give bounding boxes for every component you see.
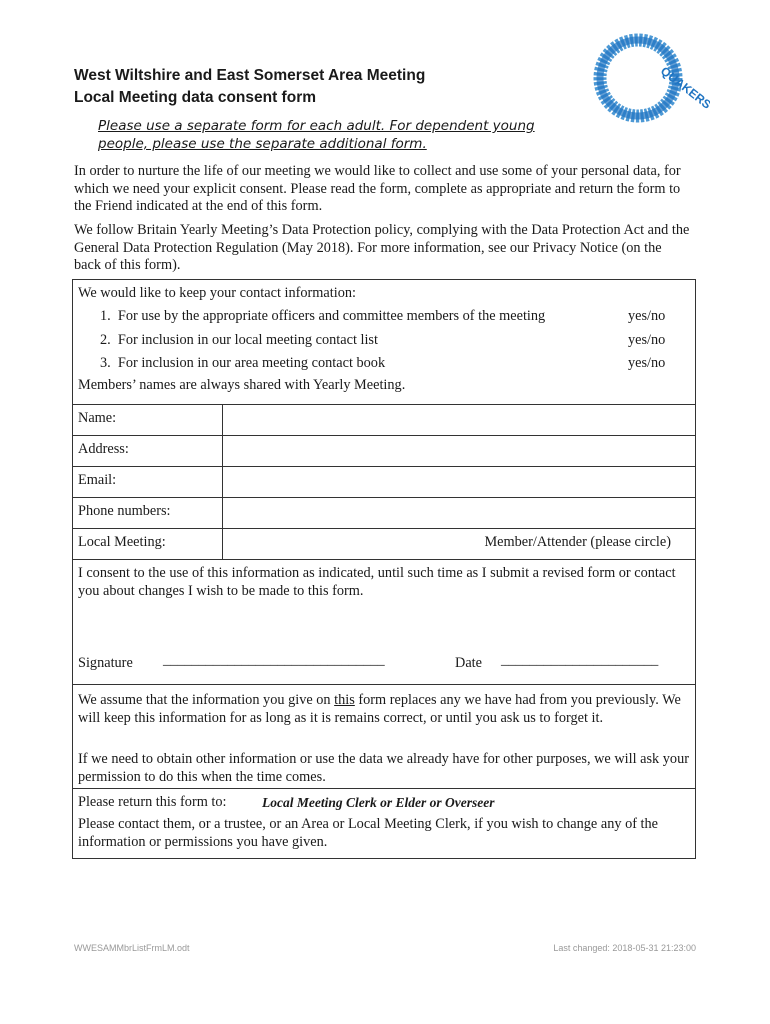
- members-shared-note: Members’ names are always shared with Yearly Meeting.: [78, 377, 406, 393]
- consent-item-text: For inclusion in our local meeting contact list: [117, 332, 378, 348]
- logo-text: QUAKERS: [657, 63, 710, 112]
- consent-item-1: [100, 308, 545, 325]
- address-label: Address:: [78, 441, 129, 457]
- consent-item-text: For use by the appropriate officers and committee members of the meeting: [117, 308, 546, 324]
- return-contact-text: Please contact them, or a trustee, or an Area or Local Meeting Clerk, if you wish to change any of the information or permissions you have given.: [78, 816, 659, 850]
- return-label: Please return this form to:: [78, 794, 227, 810]
- consent-statement: I consent to the use of this information as indicated, until such time as I submit a revised form or contact you about changes I wish to be made to this form.: [78, 565, 676, 599]
- return-section: [73, 788, 695, 859]
- consent-item-1-yes-no[interactable]: yes/no: [628, 308, 666, 324]
- phone-row: [73, 497, 695, 529]
- member-attender-choice[interactable]: Member/Attender (please circle): [484, 534, 671, 550]
- email-field[interactable]: [223, 467, 695, 498]
- intro-paragraph-2: We follow Britain Yearly Meeting’s Data Protection policy, complying with the Data Protection Act and the General Data Protection Regulation (May 2018). For more information, see our Privacy Notice (on the back of this form).: [74, 222, 690, 273]
- consent-item-number: 2.: [100, 332, 111, 348]
- phone-label: Phone numbers:: [78, 503, 171, 519]
- intro-paragraph-1: In order to nurture the life of our meeting we would like to collect and use some of your personal data, for which we need your explicit consent. Please read the form, complete as appropriate and return the form to the Friend indicated at the end of this form.: [74, 163, 681, 214]
- assumption-section: [73, 684, 695, 789]
- consent-item-2: [100, 332, 378, 349]
- date-label: Date: [455, 655, 482, 671]
- title-line-1: West Wiltshire and East Somerset Area Meeting: [74, 67, 426, 84]
- address-row: [73, 435, 695, 467]
- name-field[interactable]: [223, 405, 695, 436]
- quakers-logo: [580, 18, 710, 136]
- signature-section: [73, 559, 695, 685]
- local-meeting-row: [73, 528, 695, 560]
- assumption-text-a: We assume that the information you give on: [78, 692, 335, 708]
- consent-heading: We would like to keep your contact information:: [78, 285, 356, 301]
- assumption-paragraph-1: [78, 692, 690, 727]
- consent-item-3-yes-no[interactable]: yes/no: [628, 355, 666, 371]
- assumption-this: this: [334, 692, 355, 708]
- email-row: [73, 466, 695, 498]
- phone-field[interactable]: [223, 498, 695, 529]
- consent-form-box: [72, 279, 696, 859]
- address-field[interactable]: [223, 436, 695, 467]
- assumption-text-b: form replaces any we have had from you previously. We will keep this information for as long as it is remains correct, or until you ask us to forget it.: [78, 692, 681, 726]
- footer-filename: WWESAMMbrListFrmLM.odt: [74, 943, 190, 953]
- email-label: Email:: [78, 472, 117, 488]
- return-recipient: Local Meeting Clerk or Elder or Overseer: [262, 795, 495, 810]
- assumption-paragraph-2: If we need to obtain other information or use the data we already have for other purposes, we will ask your permission to do this when the time comes.: [78, 751, 689, 785]
- signature-line[interactable]: _______________________________: [163, 652, 385, 668]
- title-line-2: Local Meeting data consent form: [74, 89, 317, 106]
- separate-form-note: Please use a separate form for each adult. For dependent young people, please use the separate additional form.: [98, 118, 535, 152]
- date-line[interactable]: ______________________: [501, 652, 659, 668]
- consent-item-text: For inclusion in our area meeting contact book: [117, 355, 386, 371]
- name-label: Name:: [78, 410, 117, 426]
- consent-item-number: 3.: [100, 355, 111, 371]
- signature-label: Signature: [78, 655, 133, 671]
- consent-item-3: [100, 355, 385, 372]
- name-row: [73, 404, 695, 436]
- consent-item-2-yes-no[interactable]: yes/no: [628, 332, 666, 348]
- footer-last-changed: Last changed: 2018-05-31 21:23:00: [553, 943, 696, 953]
- consent-item-number: 1.: [100, 308, 111, 324]
- form-title: [74, 65, 425, 109]
- local-meeting-label: Local Meeting:: [78, 534, 166, 550]
